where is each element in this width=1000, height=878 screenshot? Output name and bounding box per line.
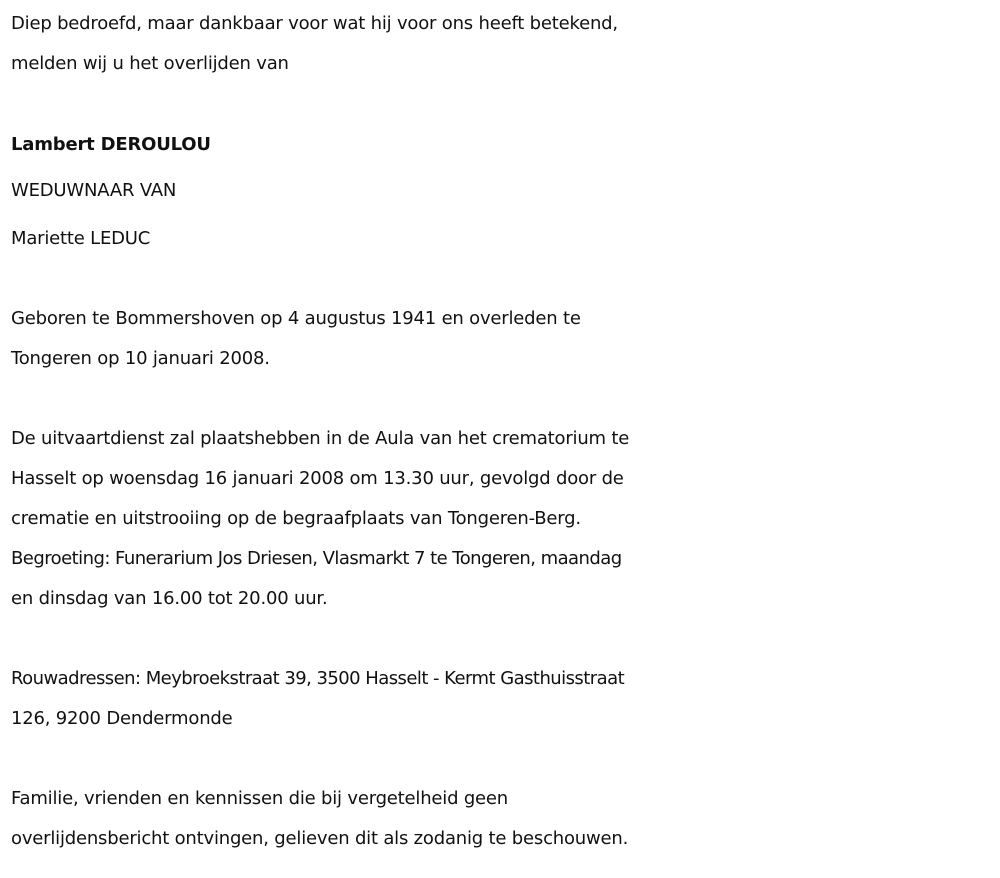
service-line-4: Begroeting: Funerarium Jos Driesen, Vlasmarkt 7 te Tongeren, maandag [11, 548, 622, 569]
deceased-status: WEDUWNAAR VAN [11, 180, 177, 201]
addresses-line-1: Rouwadressen: Meybroekstraat 39, 3500 Hasselt - Kermt Gasthuisstraat [11, 668, 625, 689]
paragraph-gap [11, 619, 996, 659]
obituary-notice [11, 4, 996, 859]
paragraph-gap [11, 739, 996, 779]
birth-death-line-1: Geboren te Bommershoven op 4 augustus 1941 en overleden te [11, 308, 581, 329]
spouse-name: Mariette LEDUC [11, 228, 151, 249]
paragraph-gap [11, 379, 996, 419]
service-line-2: Hasselt op woensdag 16 januari 2008 om 13.30 uur, gevolgd door de [11, 468, 624, 489]
birth-death-paragraph [11, 299, 996, 379]
deceased-name: Lambert DEROULOU [11, 134, 211, 155]
closing-line-2: overlijdensbericht ontvingen, gelieven dit als zodanig te beschouwen. [11, 828, 629, 849]
paragraph-gap [11, 84, 996, 124]
addresses-line-2: 126, 9200 Dendermonde [11, 708, 233, 729]
closing-paragraph [11, 779, 996, 859]
intro-paragraph [11, 4, 996, 84]
intro-line-2: melden wij u het overlijden van [11, 53, 289, 74]
deceased-block [11, 125, 996, 259]
paragraph-gap [11, 259, 996, 299]
service-line-3: crematie en uitstrooiing op de begraafplaats van Tongeren-Berg. [11, 508, 581, 529]
service-paragraph [11, 419, 996, 619]
closing-line-1: Familie, vrienden en kennissen die bij vergetelheid geen [11, 788, 509, 809]
intro-line-1: Diep bedroefd, maar dankbaar voor wat hij voor ons heeft betekend, [11, 13, 618, 34]
service-line-5: en dinsdag van 16.00 tot 20.00 uur. [11, 588, 328, 609]
addresses-paragraph [11, 659, 996, 739]
service-line-1: De uitvaartdienst zal plaatshebben in de Aula van het crematorium te [11, 428, 630, 449]
birth-death-line-2: Tongeren op 10 januari 2008. [11, 348, 270, 369]
